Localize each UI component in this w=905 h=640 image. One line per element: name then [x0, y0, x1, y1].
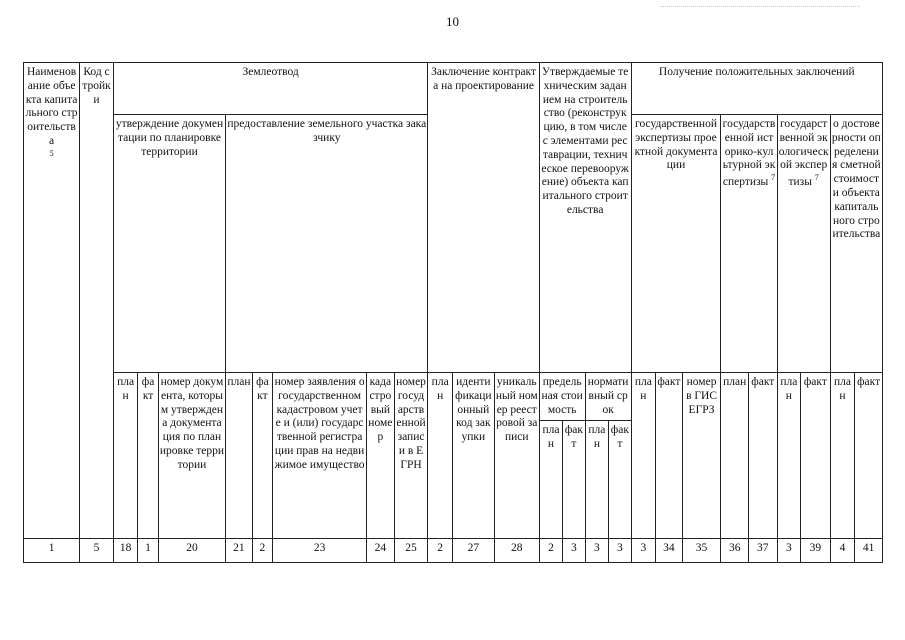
- plan-header: план: [585, 421, 608, 539]
- reliability-header: о достоверности определения сметной стоимости объекта капитального строительства: [830, 115, 882, 373]
- form-table: [23, 62, 883, 563]
- approval-docs-header: утверждение документации по планировке территории: [113, 115, 225, 373]
- column-number: 34: [656, 539, 683, 563]
- fact-header: факт: [749, 373, 778, 539]
- scan-artifact: [660, 0, 860, 7]
- header-row-3: [24, 373, 883, 421]
- column-number: 3: [631, 539, 656, 563]
- column-numbers-row: [24, 539, 883, 563]
- hist-expertise-header: государственной историко-культурной экспертизы $^7$: [721, 115, 777, 373]
- plan-header: план: [113, 373, 138, 539]
- col-code-header: Код стройки: [80, 63, 114, 539]
- column-number: 1: [138, 539, 158, 563]
- registry-number-header: уникальный номер реестровой записи: [494, 373, 539, 539]
- column-number: 27: [452, 539, 494, 563]
- column-number: 2: [539, 539, 562, 563]
- fact-header: факт: [656, 373, 683, 539]
- column-number: 25: [394, 539, 428, 563]
- header-row-1: [24, 63, 883, 115]
- fact-header: факт: [609, 421, 631, 539]
- positive-header: Получение положительных заключений: [631, 63, 882, 115]
- cadastral-number-header: кадастровый номер: [367, 373, 395, 539]
- column-number: 35: [682, 539, 721, 563]
- land-header: Землеотвод: [113, 63, 428, 115]
- column-number: 2: [252, 539, 272, 563]
- plan-header: план: [777, 373, 800, 539]
- land-provision-header: предоставление земельного участка заказчику: [226, 115, 428, 373]
- column-number: 41: [855, 539, 883, 563]
- plan-header: план: [428, 373, 453, 539]
- plan-header: план: [631, 373, 656, 539]
- column-number: 1: [24, 539, 80, 563]
- fact-header: факт: [252, 373, 272, 539]
- plan-header: план: [830, 373, 855, 539]
- eco-expertise-header: государственной экологической экспертизы $^7$: [777, 115, 830, 373]
- column-number: 24: [367, 539, 395, 563]
- column-number: 3: [585, 539, 608, 563]
- column-number: 3: [777, 539, 800, 563]
- doc-number-header: номер документа, которым утверждена документация по планировке территории: [158, 373, 225, 539]
- page-number: 10: [446, 14, 459, 29]
- plan-header: план: [226, 373, 253, 539]
- approved-header: Утверждаемые техническим заданием на строительство (реконструкцию, в том числе с элементами реставрации, техническое перевооружение) объекта капитального строительства: [539, 63, 631, 373]
- column-number: 5: [80, 539, 114, 563]
- col-name-header: Наименование объекта капитального строительства $^5$: [24, 63, 80, 539]
- column-number: 39: [801, 539, 831, 563]
- plan-header: план: [539, 421, 562, 539]
- column-number: 20: [158, 539, 225, 563]
- state-expertise-header: государственной экспертизы проектной документации: [631, 115, 721, 373]
- column-number: 3: [563, 539, 585, 563]
- fact-header: факт: [563, 421, 585, 539]
- norm-term-header: нормативный срок: [585, 373, 631, 421]
- column-number: 3: [609, 539, 631, 563]
- purchase-id-header: идентификационный код закупки: [452, 373, 494, 539]
- column-number: 23: [273, 539, 367, 563]
- column-number: 37: [749, 539, 778, 563]
- column-number: 28: [494, 539, 539, 563]
- fact-header: факт: [855, 373, 883, 539]
- contract-header: Заключение контракта на проектирование: [428, 63, 539, 373]
- column-number: 36: [721, 539, 749, 563]
- plan-header: план: [721, 373, 749, 539]
- application-number-header: номер заявления о государственном кадастровом учете и (или) государственной регистрации прав на недвижимое имущество: [273, 373, 367, 539]
- fact-header: факт: [801, 373, 831, 539]
- column-number: 18: [113, 539, 138, 563]
- max-cost-header: предельная стоимость: [539, 373, 585, 421]
- column-number: 21: [226, 539, 253, 563]
- fact-header: факт: [138, 373, 158, 539]
- column-number: 2: [428, 539, 453, 563]
- gis-number-header: номер в ГИС ЕГРЗ: [682, 373, 721, 539]
- column-number: 4: [830, 539, 855, 563]
- egrn-number-header: номер государственной записи в ЕГРН: [394, 373, 428, 539]
